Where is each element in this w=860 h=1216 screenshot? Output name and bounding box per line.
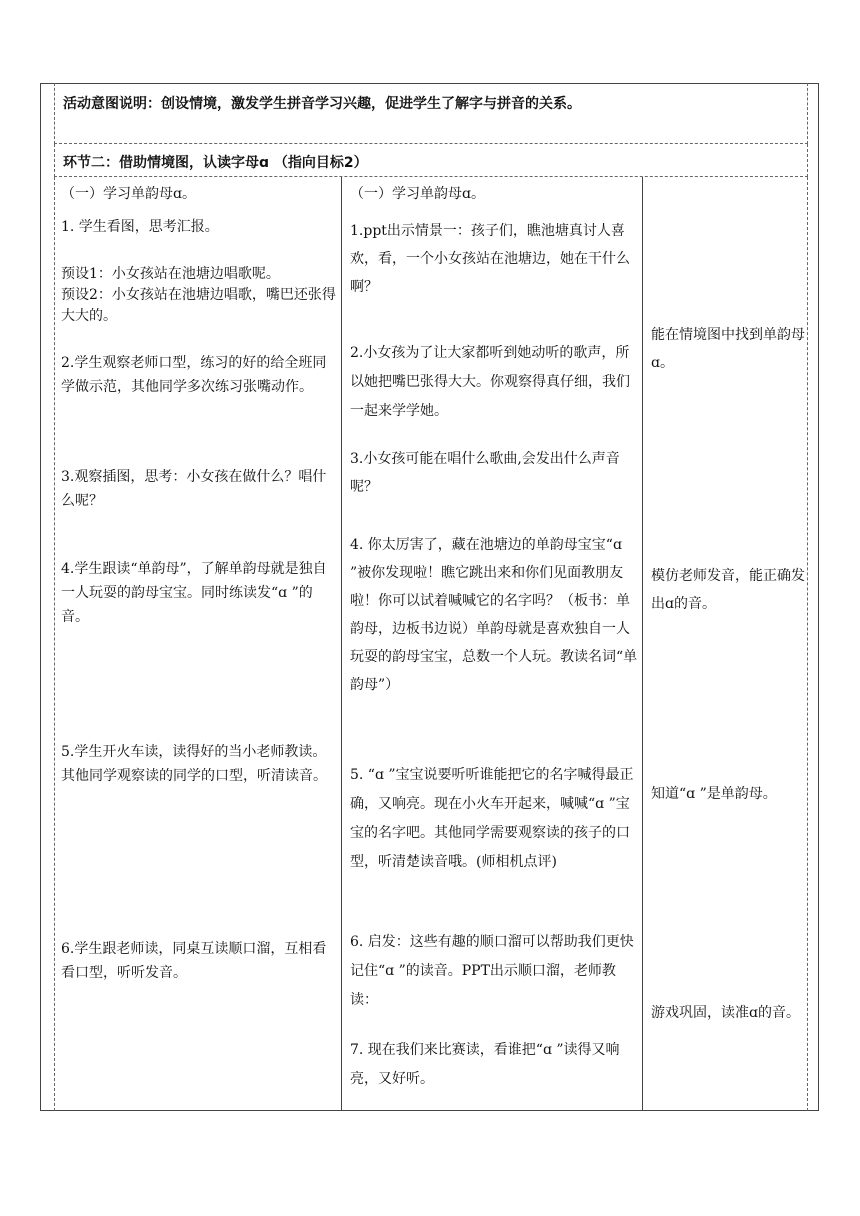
- teacher-heading: （一）学习单韵母ɑ。: [350, 186, 485, 202]
- goal-4: 游戏巩固，读准ɑ的音。: [651, 1005, 800, 1021]
- student-step-6: 6.学生跟老师读，同桌互读顺口溜，互相看看口型，听听发音。: [61, 941, 327, 981]
- lesson-table: [54, 83, 808, 1111]
- student-heading: （一）学习单韵母ɑ。: [61, 186, 196, 202]
- goal-3: 知道“ɑ ”是单韵母。: [651, 786, 777, 802]
- teacher-activity-column: [341, 177, 642, 1111]
- student-step-5: 5.学生开火车读，读得好的当小老师教读。其他同学观察读的同学的口型，听清读音。: [61, 744, 327, 784]
- goal-column: [642, 177, 808, 1111]
- goal-1: 能在情境图中找到单韵母ɑ。: [651, 327, 805, 371]
- teacher-step-4: 4. 你太厉害了，藏在池塘边的单韵母宝宝“ɑ ”被你发现啦！瞧它跳出来和你们见面教朋友啦！你可以试着喊喊它的名字吗？（板书：单韵母，边板书边说）单韵母就是喜欢独自一人玩耍的韵母宝宝，总数一个人玩。教读名词“单韵母”）: [350, 537, 638, 693]
- goal-2: 模仿老师发音，能正确发出ɑ的音。: [651, 568, 805, 612]
- student-preset-1: 预设1：小女孩站在池塘边唱歌呢。: [61, 266, 280, 282]
- activity-intent-row: [54, 83, 808, 144]
- activity-intent-text: 活动意图说明：创设情境，激发学生拼音学习兴趣，促进学生了解字与拼音的关系。: [63, 96, 581, 112]
- student-activity-column: [54, 177, 341, 1111]
- student-step-4: 4.学生跟读“单韵母”，了解单韵母就是独自一人玩耍的韵母宝宝。同时练读发“ɑ ”的音。: [61, 561, 327, 625]
- student-step-2: 2.学生观察老师口型，练习的好的给全班同学做示范，其他同学多次练习张嘴动作。: [61, 355, 327, 395]
- student-step-3: 3.观察插图，思考：小女孩在做什么？唱什么呢？: [61, 469, 327, 509]
- teacher-step-6: 6. 启发：这些有趣的顺口溜可以帮助我们更快记住“ɑ ”的读音。PPT出示顺口溜，老师教读：: [350, 934, 634, 1008]
- student-step-1: 1. 学生看图，思考汇报。: [61, 219, 219, 235]
- teacher-step-7: 7. 现在我们来比赛读，看谁把“ɑ ”读得又响亮，又好听。: [350, 1042, 620, 1087]
- section-title: 环节二：借助情境图，认读字母ɑ （指向目标2）: [63, 155, 368, 171]
- teacher-step-1: 1.ppt出示情景一：孩子们，瞧池塘真讨人喜欢，看，一个小女孩站在池塘边，她在干什么啊？: [350, 223, 630, 295]
- section-title-row: [54, 144, 808, 177]
- teacher-step-2: 2.小女孩为了让大家都听到她动听的歌声，所以她把嘴巴张得大大。你观察得真仔细，我们一起来学学她。: [350, 345, 630, 419]
- student-preset-2: 预设2：小女孩站在池塘边唱歌，嘴巴还张得大大的。: [61, 287, 336, 324]
- teacher-step-5: 5. “ɑ ”宝宝说要听听谁能把它的名字喊得最正确，又响亮。现在小火车开起来，喊喊“ɑ ”宝宝的名字吧。其他同学需要观察读的孩子的口型，听清楚读音哦。(师相机点评): [350, 767, 634, 870]
- teacher-step-3: 3.小女孩可能在唱什么歌曲,会发出什么声音呢？: [350, 451, 620, 495]
